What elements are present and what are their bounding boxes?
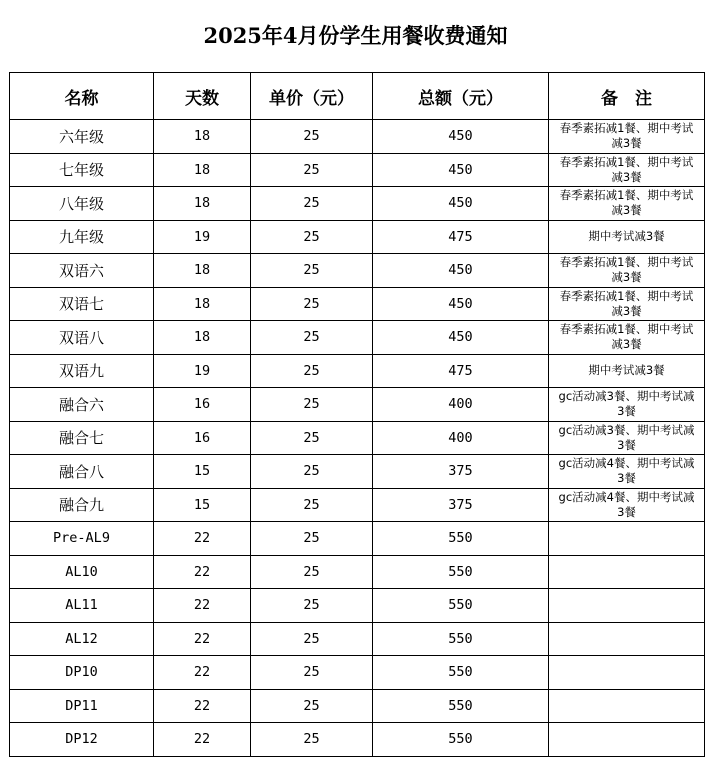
cell-note: gc活动减4餐、期中考试减3餐 (549, 455, 705, 489)
cell-unit-price: 25 (251, 287, 373, 321)
cell-unit-price: 25 (251, 622, 373, 656)
table-header-row (10, 73, 705, 120)
cell-note (549, 656, 705, 690)
cell-note: gc活动减4餐、期中考试减3餐 (549, 488, 705, 522)
cell-total: 475 (373, 354, 549, 388)
cell-total: 550 (373, 522, 549, 556)
table-row (10, 622, 705, 656)
cell-days: 18 (154, 153, 251, 187)
cell-name: 融合八 (10, 455, 154, 489)
cell-name: 六年级 (10, 120, 154, 154)
cell-name: DP11 (10, 689, 154, 723)
cell-days: 18 (154, 120, 251, 154)
cell-days: 18 (154, 321, 251, 355)
cell-days: 22 (154, 622, 251, 656)
cell-total: 550 (373, 656, 549, 690)
cell-note (549, 622, 705, 656)
cell-days: 18 (154, 254, 251, 288)
table-row (10, 321, 705, 355)
cell-name: 双语七 (10, 287, 154, 321)
cell-note: gc活动减3餐、期中考试减3餐 (549, 421, 705, 455)
cell-name: 融合九 (10, 488, 154, 522)
cell-name: AL12 (10, 622, 154, 656)
table-row (10, 723, 705, 757)
cell-days: 22 (154, 723, 251, 757)
cell-total: 475 (373, 220, 549, 254)
cell-name: 双语六 (10, 254, 154, 288)
cell-name: 双语八 (10, 321, 154, 355)
table-row (10, 689, 705, 723)
cell-unit-price: 25 (251, 153, 373, 187)
cell-total: 450 (373, 287, 549, 321)
cell-total: 450 (373, 120, 549, 154)
cell-name: 七年级 (10, 153, 154, 187)
cell-note (549, 723, 705, 757)
cell-days: 15 (154, 488, 251, 522)
cell-name: Pre-AL9 (10, 522, 154, 556)
cell-days: 19 (154, 220, 251, 254)
cell-days: 18 (154, 187, 251, 221)
meal-fee-table (9, 72, 705, 757)
table-row (10, 120, 705, 154)
cell-days: 22 (154, 589, 251, 623)
cell-unit-price: 25 (251, 555, 373, 589)
header-days: 天数 (154, 73, 251, 120)
cell-name: 融合七 (10, 421, 154, 455)
page-title: 2025年4月份学生用餐收费通知 (203, 23, 508, 48)
cell-unit-price: 25 (251, 321, 373, 355)
cell-note: 期中考试减3餐 (549, 354, 705, 388)
cell-name: 八年级 (10, 187, 154, 221)
table-row (10, 455, 705, 489)
cell-total: 375 (373, 488, 549, 522)
table-row (10, 254, 705, 288)
cell-note (549, 555, 705, 589)
cell-unit-price: 25 (251, 220, 373, 254)
cell-days: 19 (154, 354, 251, 388)
cell-note (549, 522, 705, 556)
table-body (10, 120, 705, 757)
header-unit-price: 单价（元） (251, 73, 373, 120)
cell-unit-price: 25 (251, 488, 373, 522)
cell-unit-price: 25 (251, 120, 373, 154)
cell-note: 春季素拓减1餐、期中考试减3餐 (549, 287, 705, 321)
cell-total: 550 (373, 689, 549, 723)
cell-total: 400 (373, 388, 549, 422)
cell-unit-price: 25 (251, 421, 373, 455)
cell-total: 450 (373, 187, 549, 221)
cell-unit-price: 25 (251, 187, 373, 221)
cell-name: DP12 (10, 723, 154, 757)
table-row (10, 488, 705, 522)
cell-unit-price: 25 (251, 522, 373, 556)
header-name: 名称 (10, 73, 154, 120)
table-row (10, 153, 705, 187)
cell-note (549, 589, 705, 623)
cell-unit-price: 25 (251, 723, 373, 757)
header-note: 备 注 (549, 73, 705, 120)
table-row (10, 589, 705, 623)
cell-unit-price: 25 (251, 254, 373, 288)
cell-note: 期中考试减3餐 (549, 220, 705, 254)
cell-unit-price: 25 (251, 455, 373, 489)
cell-days: 22 (154, 522, 251, 556)
cell-name: 双语九 (10, 354, 154, 388)
table-row (10, 220, 705, 254)
cell-note: 春季素拓减1餐、期中考试减3餐 (549, 254, 705, 288)
cell-note: gc活动减3餐、期中考试减3餐 (549, 388, 705, 422)
cell-unit-price: 25 (251, 689, 373, 723)
cell-days: 16 (154, 388, 251, 422)
cell-unit-price: 25 (251, 354, 373, 388)
table-row (10, 421, 705, 455)
cell-total: 550 (373, 555, 549, 589)
cell-days: 22 (154, 689, 251, 723)
cell-total: 450 (373, 254, 549, 288)
table-row (10, 522, 705, 556)
cell-days: 16 (154, 421, 251, 455)
cell-note (549, 689, 705, 723)
cell-total: 450 (373, 321, 549, 355)
cell-note: 春季素拓减1餐、期中考试减3餐 (549, 120, 705, 154)
cell-name: DP10 (10, 656, 154, 690)
cell-total: 375 (373, 455, 549, 489)
cell-note: 春季素拓减1餐、期中考试减3餐 (549, 187, 705, 221)
cell-name: AL10 (10, 555, 154, 589)
cell-days: 15 (154, 455, 251, 489)
cell-unit-price: 25 (251, 656, 373, 690)
cell-days: 22 (154, 656, 251, 690)
cell-total: 450 (373, 153, 549, 187)
table-row (10, 555, 705, 589)
cell-name: 融合六 (10, 388, 154, 422)
cell-total: 550 (373, 723, 549, 757)
cell-note: 春季素拓减1餐、期中考试减3餐 (549, 153, 705, 187)
cell-unit-price: 25 (251, 388, 373, 422)
cell-note: 春季素拓减1餐、期中考试减3餐 (549, 321, 705, 355)
cell-days: 18 (154, 287, 251, 321)
cell-days: 22 (154, 555, 251, 589)
header-total: 总额（元） (373, 73, 549, 120)
cell-total: 550 (373, 622, 549, 656)
cell-unit-price: 25 (251, 589, 373, 623)
cell-total: 400 (373, 421, 549, 455)
cell-name: AL11 (10, 589, 154, 623)
table-row (10, 656, 705, 690)
table-row (10, 388, 705, 422)
table-row (10, 354, 705, 388)
table-row (10, 287, 705, 321)
cell-total: 550 (373, 589, 549, 623)
cell-name: 九年级 (10, 220, 154, 254)
table-row (10, 187, 705, 221)
